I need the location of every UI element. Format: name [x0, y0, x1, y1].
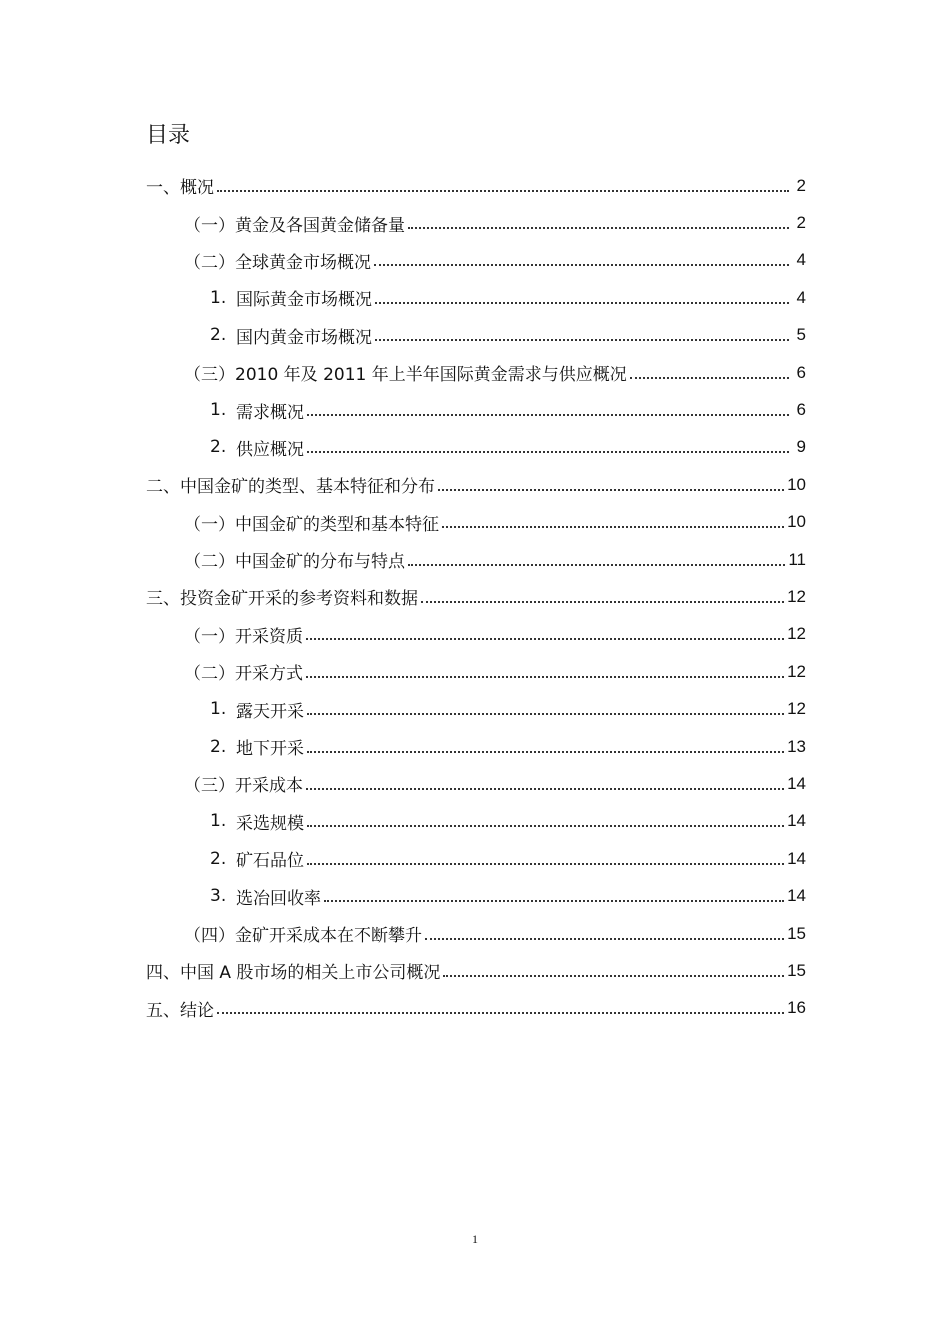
- toc-entry-page: 11: [788, 549, 806, 569]
- toc-entry-number: 2.: [210, 325, 227, 346]
- toc-entry-page: 15: [787, 960, 806, 980]
- toc-entry-label: （四）金矿开采成本在不断攀升: [184, 926, 422, 946]
- toc-dot-leader: [324, 900, 784, 902]
- toc-entry-number: 2.: [210, 437, 227, 458]
- toc-entry-label: （二）全球黄金市场概况: [184, 252, 371, 273]
- toc-entry-page: 14: [787, 886, 806, 906]
- toc-entry[interactable]: [146, 504, 806, 541]
- toc-entry-label: 四、中国 A 股市场的相关上市公司概况: [146, 963, 441, 984]
- toc-entry[interactable]: [146, 877, 806, 914]
- toc-entry-page: 6: [796, 362, 806, 382]
- toc-entry[interactable]: [146, 728, 806, 765]
- toc-entry[interactable]: [146, 690, 806, 727]
- toc-entry-page: 6: [796, 400, 806, 420]
- toc-entry[interactable]: [146, 167, 806, 204]
- toc-entry[interactable]: [146, 541, 806, 578]
- toc-dot-leader: [425, 938, 784, 940]
- toc-entry-label: 国际黄金市场概况: [236, 290, 372, 311]
- toc-dot-leader: [442, 526, 784, 528]
- toc-dot-leader: [306, 676, 784, 678]
- toc-entry-label: 三、投资金矿开采的参考资料和数据: [146, 589, 418, 610]
- toc-entry[interactable]: [146, 840, 806, 877]
- toc-dot-leader: [307, 825, 784, 827]
- toc-entry[interactable]: [146, 803, 806, 840]
- toc-entry-page: 9: [796, 437, 806, 457]
- toc-entry-number: 2.: [210, 736, 227, 757]
- toc-entry-label: 国内黄金市场概况: [236, 327, 372, 348]
- toc-entry-number: 1.: [210, 811, 227, 832]
- toc-entry[interactable]: [146, 653, 806, 690]
- toc-entry-page: 14: [787, 811, 806, 831]
- toc-entry[interactable]: [146, 204, 806, 241]
- toc-entry-page: 12: [787, 699, 806, 719]
- toc-entry-page: 10: [787, 512, 806, 532]
- toc-dot-leader: [375, 339, 789, 341]
- toc-entry-number: 1.: [210, 400, 227, 421]
- toc-entry-page: 14: [787, 773, 806, 793]
- toc-title: 目录: [146, 123, 191, 148]
- toc-entry-label: （三）2010 年及 2011 年上半年国际黄金需求与供应概况: [184, 365, 627, 386]
- toc-entry-page: 2: [796, 175, 806, 195]
- toc-dot-leader: [443, 975, 784, 977]
- toc-dot-leader: [421, 601, 784, 603]
- toc-entry[interactable]: [146, 391, 806, 428]
- toc-entry-label: 露天开采: [236, 701, 304, 722]
- toc-entry-page: 4: [796, 287, 806, 307]
- toc-dot-leader: [217, 1012, 784, 1014]
- toc-entry-page: 5: [796, 325, 806, 345]
- toc-dot-leader: [307, 451, 789, 453]
- toc-dot-leader: [408, 227, 789, 229]
- toc-entry[interactable]: [146, 242, 806, 279]
- toc-entry[interactable]: [146, 915, 806, 952]
- toc-entry-page: 13: [787, 736, 806, 756]
- toc-dot-leader: [307, 414, 789, 416]
- toc-entry-label: （二）中国金矿的分布与特点: [184, 552, 405, 573]
- toc-dot-leader: [306, 788, 784, 790]
- toc-entry-page: 12: [787, 661, 806, 681]
- toc-entry-label: （三）开采成本: [184, 776, 303, 797]
- toc-entry-label: （二）开采方式: [184, 664, 303, 685]
- toc-entry-label: 供应概况: [236, 439, 304, 460]
- toc-entry-label: 采选规模: [236, 813, 304, 834]
- toc-entry[interactable]: [146, 279, 806, 316]
- toc-entry-page: 16: [787, 998, 806, 1018]
- toc-entry-label: 一、概况: [146, 178, 214, 199]
- toc-entry-page: 2: [796, 213, 806, 233]
- page-number: 1: [472, 1232, 478, 1246]
- toc-entry-page: 14: [787, 848, 806, 868]
- toc-entry[interactable]: [146, 765, 806, 802]
- toc-list: [146, 167, 806, 1027]
- toc-entry-label: （一）中国金矿的类型和基本特征: [184, 514, 439, 535]
- toc-entry-label: 矿石品位: [236, 851, 304, 872]
- toc-entry-label: （一）黄金及各国黄金储备量: [184, 215, 405, 236]
- toc-entry[interactable]: [146, 952, 806, 989]
- toc-dot-leader: [217, 190, 789, 192]
- toc-dot-leader: [375, 302, 789, 304]
- toc-dot-leader: [307, 713, 784, 715]
- toc-entry[interactable]: [146, 990, 806, 1027]
- toc-entry[interactable]: [146, 317, 806, 354]
- toc-entry-page: 15: [787, 923, 806, 943]
- toc-entry[interactable]: [146, 429, 806, 466]
- toc-entry-page: 4: [796, 250, 806, 270]
- toc-dot-leader: [408, 564, 785, 566]
- toc-entry-label: 五、结论: [146, 1000, 214, 1021]
- toc-entry-label: 需求概况: [236, 402, 304, 423]
- toc-dot-leader: [630, 377, 789, 379]
- toc-entry-number: 1.: [210, 699, 227, 720]
- toc-entry-label: 选冶回收率: [236, 888, 321, 909]
- toc-entry-label: （一）开采资质: [184, 626, 303, 647]
- toc-dot-leader: [307, 751, 784, 753]
- toc-entry-number: 2.: [210, 848, 227, 869]
- toc-entry-page: 12: [787, 586, 806, 606]
- toc-entry-number: 3.: [210, 886, 227, 907]
- toc-entry-page: 10: [787, 474, 806, 494]
- toc-dot-leader: [374, 264, 789, 266]
- toc-dot-leader: [306, 638, 784, 640]
- toc-dot-leader: [438, 489, 784, 491]
- toc-entry-page: 12: [787, 624, 806, 644]
- toc-entry[interactable]: [146, 578, 806, 615]
- toc-entry[interactable]: [146, 616, 806, 653]
- toc-entry-label: 地下开采: [236, 739, 304, 760]
- toc-dot-leader: [307, 863, 784, 865]
- toc-entry[interactable]: [146, 466, 806, 503]
- toc-entry-number: 1.: [210, 287, 227, 308]
- toc-entry[interactable]: [146, 354, 806, 391]
- toc-entry-label: 二、中国金矿的类型、基本特征和分布: [146, 477, 435, 498]
